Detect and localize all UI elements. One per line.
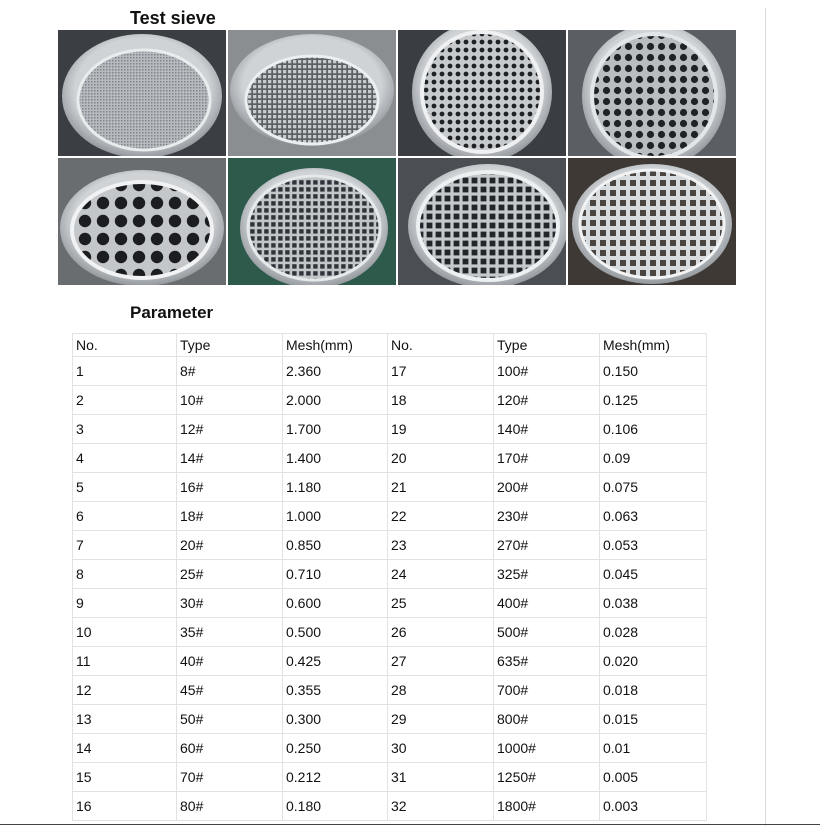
cell-mesh-right: 0.063 [600,502,707,531]
header-no-right: No. [388,334,494,357]
coarse-woven-square-sieve-photo [398,158,566,285]
table-row [73,676,707,705]
cell-no-right: 21 [388,473,494,502]
woven-wire-sieve-photo [228,30,396,156]
cell-type-left: 40# [177,647,283,676]
cell-mesh-left: 0.180 [283,792,388,821]
cell-no-right: 32 [388,792,494,821]
cell-type-right: 270# [494,531,600,560]
cell-no-left: 16 [73,792,177,821]
header-mesh-left: Mesh(mm) [283,334,388,357]
cell-no-left: 6 [73,502,177,531]
cell-type-right: 120# [494,386,600,415]
cell-mesh-right: 0.150 [600,357,707,386]
cell-no-left: 9 [73,589,177,618]
cell-type-left: 16# [177,473,283,502]
square-hole-plate-sieve-photo [568,158,736,285]
cell-type-right: 400# [494,589,600,618]
perforated-large-hole-sieve-photo [58,158,226,285]
perforated-small-hole-sieve-photo [398,30,566,156]
cell-type-right: 200# [494,473,600,502]
cell-no-right: 18 [388,386,494,415]
table-row [73,386,707,415]
cell-type-right: 1800# [494,792,600,821]
cell-no-left: 4 [73,444,177,473]
cell-no-right: 31 [388,763,494,792]
sieve-photo-gallery [58,30,732,285]
cell-type-left: 70# [177,763,283,792]
cell-mesh-right: 0.018 [600,676,707,705]
cell-mesh-right: 0.015 [600,705,707,734]
cell-type-right: 800# [494,705,600,734]
cell-mesh-left: 1.700 [283,415,388,444]
table-row [73,415,707,444]
table-header-row [73,334,707,357]
header-type-left: Type [177,334,283,357]
table-row [73,531,707,560]
cell-no-right: 19 [388,415,494,444]
cell-type-left: 18# [177,502,283,531]
cell-mesh-right: 0.045 [600,560,707,589]
header-mesh-right: Mesh(mm) [600,334,707,357]
parameter-table [72,333,707,821]
table-row [73,618,707,647]
table-row [73,473,707,502]
cell-no-right: 22 [388,502,494,531]
cell-mesh-left: 0.710 [283,560,388,589]
cell-type-right: 700# [494,676,600,705]
parameter-title: Parameter [130,303,214,322]
cell-mesh-right: 0.038 [600,589,707,618]
cell-mesh-left: 0.250 [283,734,388,763]
cell-no-left: 1 [73,357,177,386]
fine-woven-mesh-sieve-photo [58,30,226,156]
cell-no-left: 15 [73,763,177,792]
cell-mesh-right: 0.053 [600,531,707,560]
cell-no-right: 30 [388,734,494,763]
table-row [73,357,707,386]
cell-type-right: 140# [494,415,600,444]
cell-type-right: 325# [494,560,600,589]
table-row [73,502,707,531]
cell-mesh-left: 2.360 [283,357,388,386]
cell-no-left: 11 [73,647,177,676]
cell-no-left: 12 [73,676,177,705]
cell-no-right: 17 [388,357,494,386]
cell-type-right: 1250# [494,763,600,792]
test-sieve-title: Test sieve [130,8,216,28]
cell-mesh-right: 0.01 [600,734,707,763]
cell-mesh-right: 0.125 [600,386,707,415]
cell-type-left: 10# [177,386,283,415]
cell-type-right: 230# [494,502,600,531]
cell-mesh-left: 2.000 [283,386,388,415]
cell-mesh-left: 0.600 [283,589,388,618]
cell-mesh-left: 0.850 [283,531,388,560]
cell-type-left: 45# [177,676,283,705]
table-row [73,647,707,676]
cell-no-left: 14 [73,734,177,763]
cell-no-left: 8 [73,560,177,589]
cell-type-right: 170# [494,444,600,473]
cell-mesh-left: 0.212 [283,763,388,792]
cell-type-left: 35# [177,618,283,647]
cell-mesh-right: 0.09 [600,444,707,473]
cell-type-left: 20# [177,531,283,560]
cell-no-right: 20 [388,444,494,473]
cell-type-left: 8# [177,357,283,386]
table-row [73,560,707,589]
cell-type-left: 50# [177,705,283,734]
cell-mesh-left: 1.000 [283,502,388,531]
cell-no-left: 13 [73,705,177,734]
table-row [73,792,707,821]
table-row [73,763,707,792]
cell-no-left: 5 [73,473,177,502]
cell-mesh-right: 0.075 [600,473,707,502]
cell-type-left: 25# [177,560,283,589]
cell-type-left: 80# [177,792,283,821]
cell-mesh-left: 1.400 [283,444,388,473]
table-row [73,705,707,734]
cell-mesh-right: 0.028 [600,618,707,647]
cell-no-right: 24 [388,560,494,589]
table-row [73,444,707,473]
table-row [73,589,707,618]
square-perforated-sieve-photo [228,158,396,285]
cell-type-left: 12# [177,415,283,444]
cell-mesh-right: 0.020 [600,647,707,676]
cell-no-left: 3 [73,415,177,444]
table-row [73,734,707,763]
cell-mesh-left: 1.180 [283,473,388,502]
cell-no-left: 7 [73,531,177,560]
cell-no-right: 26 [388,618,494,647]
cell-mesh-left: 0.425 [283,647,388,676]
cell-no-right: 25 [388,589,494,618]
cell-type-left: 14# [177,444,283,473]
cell-mesh-left: 0.300 [283,705,388,734]
cell-no-right: 23 [388,531,494,560]
cell-mesh-right: 0.003 [600,792,707,821]
cell-type-right: 635# [494,647,600,676]
cell-type-right: 1000# [494,734,600,763]
cell-mesh-left: 0.500 [283,618,388,647]
header-no-left: No. [73,334,177,357]
page-edge [765,8,766,826]
cell-mesh-right: 0.005 [600,763,707,792]
cell-type-right: 100# [494,357,600,386]
cell-no-left: 10 [73,618,177,647]
header-type-right: Type [494,334,600,357]
cell-type-right: 500# [494,618,600,647]
cell-no-right: 27 [388,647,494,676]
cell-type-left: 30# [177,589,283,618]
cell-no-left: 2 [73,386,177,415]
cell-type-left: 60# [177,734,283,763]
perforated-medium-hole-sieve-photo [568,30,736,156]
cell-mesh-left: 0.355 [283,676,388,705]
cell-mesh-right: 0.106 [600,415,707,444]
cell-no-right: 28 [388,676,494,705]
cell-no-right: 29 [388,705,494,734]
bottom-rule [0,824,820,825]
